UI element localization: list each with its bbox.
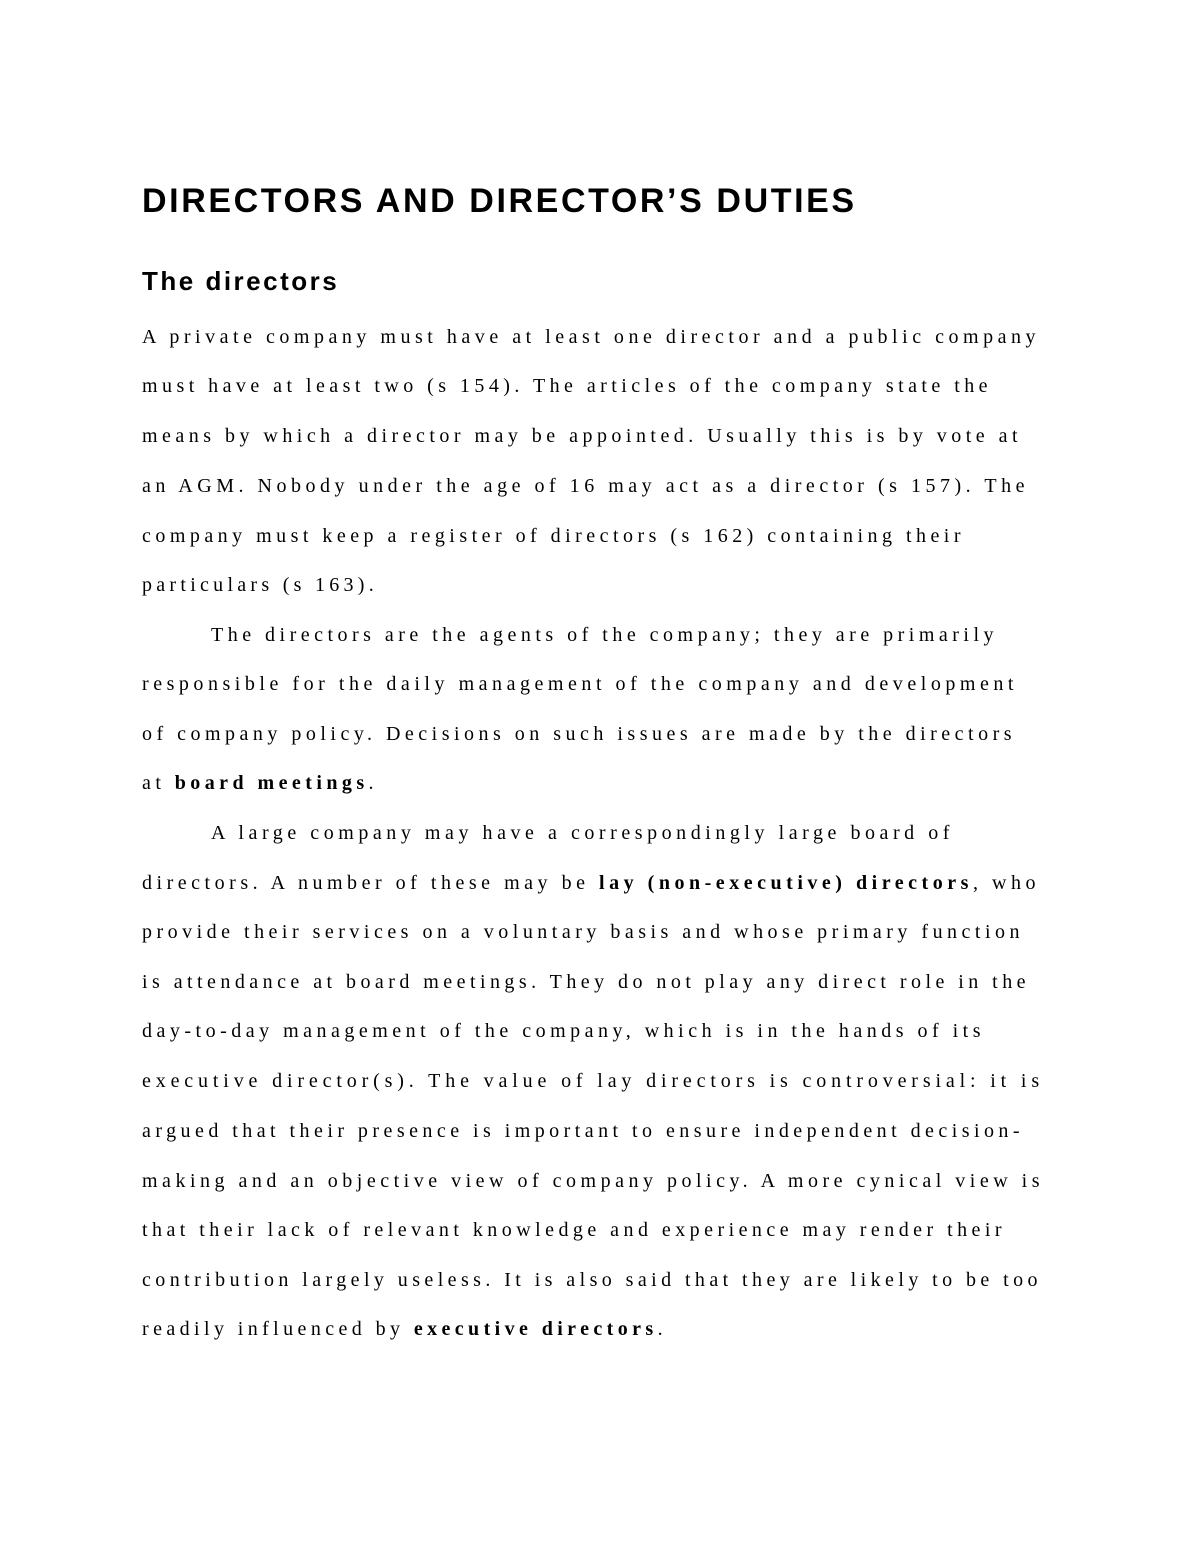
paragraph-line: responsible for the daily management of the company and development xyxy=(142,673,1018,695)
paragraph-line: The directors are the agents of the company; they are primarily xyxy=(211,624,998,646)
paragraph-line: an AGM. Nobody under the age of 16 may act as a director (s 157). The xyxy=(142,475,1029,497)
paragraph-line: executive director(s). The value of lay directors is controversial: it is xyxy=(142,1070,1044,1092)
paragraph-line: is attendance at board meetings. They do not play any direct role in the xyxy=(142,971,1030,993)
paragraph-line xyxy=(142,873,1040,893)
paragraph-text: directors. A number of these may be xyxy=(142,872,600,894)
paragraph-text: readily influenced by xyxy=(142,1318,414,1340)
paragraph-line xyxy=(142,773,378,793)
bold-term-board-meetings: board meetings xyxy=(174,772,369,794)
paragraph-text: . xyxy=(657,1318,667,1340)
paragraph-text: . xyxy=(368,772,378,794)
paragraph-line: must have at least two (s 154). The articles of the company state the xyxy=(142,375,992,397)
paragraph-line: of company policy. Decisions on such issues are made by the directors xyxy=(142,723,1016,745)
paragraph-line: contribution largely useless. It is also said that they are likely to be too xyxy=(142,1269,1042,1291)
paragraph-text: at xyxy=(142,772,175,794)
bold-term-executive-directors: executive directors xyxy=(413,1318,658,1340)
paragraph-line: argued that their presence is important to ensure independent decision- xyxy=(142,1120,1025,1142)
paragraph-line: means by which a director may be appointed. Usually this is by vote at xyxy=(142,425,1022,447)
paragraph-line: making and an objective view of company policy. A more cynical view is xyxy=(142,1170,1045,1192)
paragraph-line xyxy=(142,1319,667,1339)
paragraph-line: A large company may have a correspondingly large board of xyxy=(211,822,954,844)
paragraph-line: provide their services on a voluntary basis and whose primary function xyxy=(142,921,1024,943)
bold-term-lay-directors: lay (non-executive) directors xyxy=(599,872,973,894)
paragraph-line: particulars (s 163). xyxy=(142,574,378,596)
paragraph-line: company must keep a register of directors (s 162) containing their xyxy=(142,525,965,547)
paragraph-line: day-to-day management of the company, which is in the hands of its xyxy=(142,1020,986,1042)
paragraph-text: , who xyxy=(972,872,1040,894)
section-heading: The directors xyxy=(142,266,340,296)
paragraph-line: A private company must have at least one director and a public company xyxy=(142,326,1041,348)
paragraph-line: that their lack of relevant knowledge and experience may render their xyxy=(142,1219,1007,1241)
document-title: DIRECTORS AND DIRECTOR’S DUTIES xyxy=(142,182,857,220)
